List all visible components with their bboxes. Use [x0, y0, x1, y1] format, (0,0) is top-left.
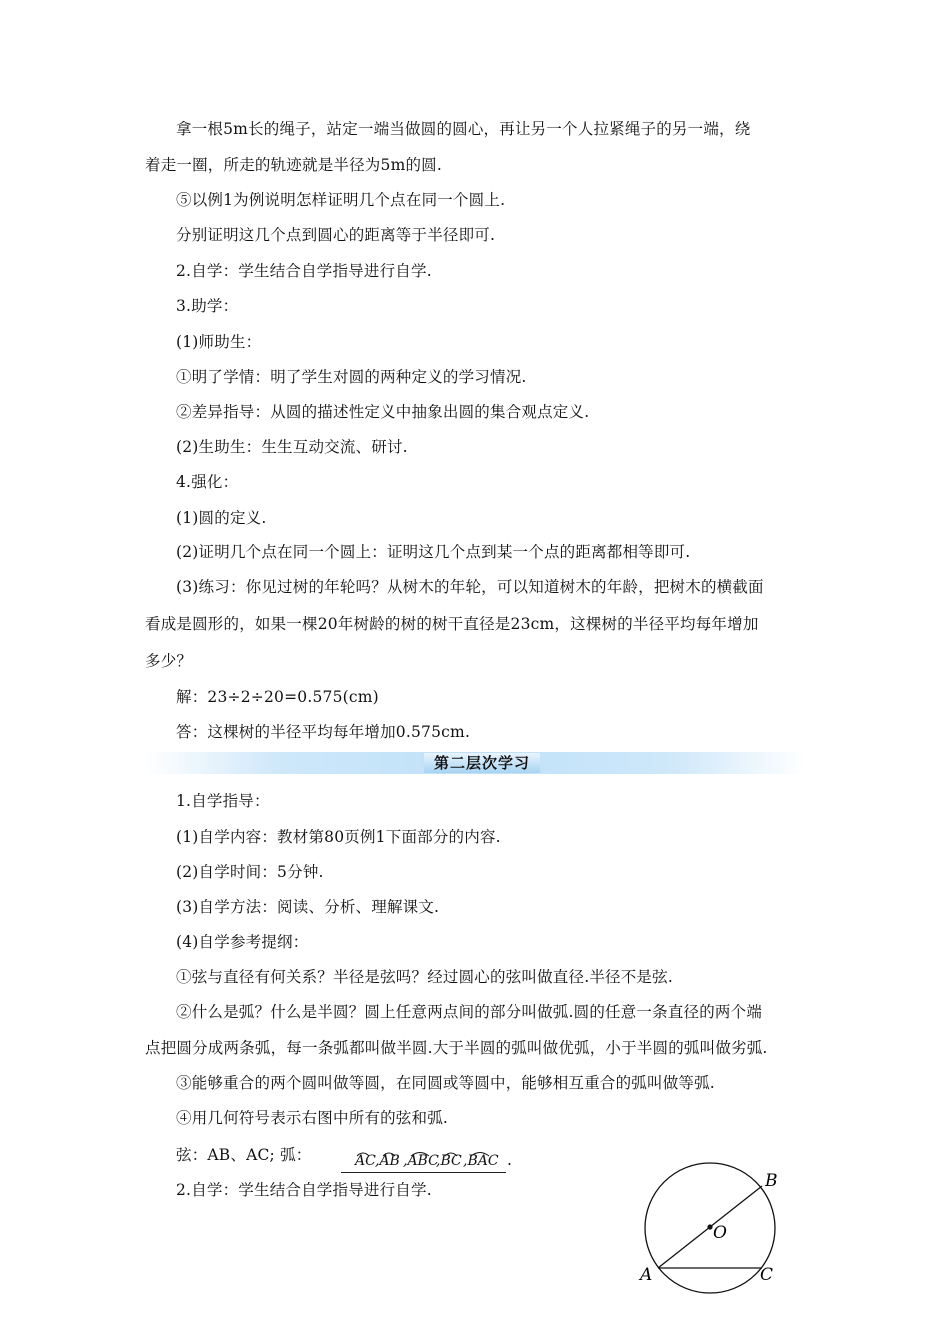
label-b: B — [765, 1171, 778, 1191]
paragraph-line: (1)师助生： — [176, 333, 262, 351]
paragraph-line: 点把圆分成两条弧，每一条弧都叫做半圆.大于半圆的弧叫做优弧，小于半圆的弧叫做劣弧. — [145, 1039, 768, 1057]
paragraph-line: (1)自学内容：教材第80页例1下面部分的内容. — [176, 828, 501, 846]
paragraph-line: ①明了学情：明了学生对圆的两种定义的学习情况. — [176, 368, 527, 386]
label-o: O — [713, 1223, 727, 1243]
paragraph-line: 多少？ — [145, 652, 193, 670]
paragraph-line: ⑤以例1为例说明怎样证明几个点在同一个圆上. — [176, 191, 506, 209]
arc-item: AC — [355, 1153, 376, 1169]
paragraph-line: ②什么是弧？什么是半圆？圆上任意两点间的部分叫做弧.圆的任意一条直径的两个端 — [176, 1003, 763, 1021]
paragraph-line: 1.自学指导： — [176, 792, 270, 810]
paragraph-line: (3)练习：你见过树的年轮吗？从树木的年轮，可以知道树木的年龄，把树木的横截面 — [176, 578, 764, 596]
paragraph-line: 2.自学：学生结合自学指导进行自学. — [176, 262, 432, 280]
paragraph-line: (3)自学方法：阅读、分析、理解课文. — [176, 898, 440, 916]
arc-end-punct: . — [507, 1151, 513, 1169]
center-point — [707, 1224, 712, 1229]
paragraph-line: ③能够重合的两个圆叫做等圆，在同圆或等圆中，能够相互重合的弧叫做等弧. — [176, 1074, 715, 1092]
arc-item: ,AB — [375, 1153, 400, 1169]
paragraph-line: (2)证明几个点在同一个圆上：证明这几个点到某一个点的距离都相等即可. — [176, 543, 691, 561]
paragraph-line: 拿一根5m长的绳子，站定一端当做圆的圆心，再让另一个人拉紧绳子的另一端，绕 — [176, 120, 751, 138]
arc-answer — [341, 1148, 506, 1173]
label-a: A — [640, 1265, 653, 1285]
section-banner-title: 第二层次学习 — [424, 753, 540, 773]
paragraph-line: 弦：AB、AC; 弧： — [176, 1146, 312, 1164]
paragraph-line: 4.强化： — [176, 473, 239, 491]
paragraph-line: 3.助学： — [176, 297, 239, 315]
paragraph-line: 解：23÷2÷20=0.575(cm) — [176, 688, 379, 706]
paragraph-line: (1)圆的定义. — [176, 509, 267, 527]
paragraph-line: ②差异指导：从圆的描述性定义中抽象出圆的集合观点定义. — [176, 403, 590, 421]
circle-figure — [634, 1158, 794, 1298]
paragraph-line: (4)自学参考提纲： — [176, 933, 309, 951]
paragraph-line: 答：这棵树的半径平均每年增加0.575cm. — [176, 723, 471, 741]
paragraph-line: 2.自学：学生结合自学指导进行自学. — [176, 1181, 432, 1199]
arc-item: ,ABC — [403, 1153, 439, 1169]
paragraph-line: ④用几何符号表示右图中所有的弦和弧. — [176, 1109, 449, 1127]
section-banner — [145, 752, 805, 774]
paragraph-line: ①弦与直径有何关系？半径是弦吗？经过圆心的弦叫做直径.半径不是弦. — [176, 968, 673, 986]
paragraph-line: 分别证明这几个点到圆心的距离等于半径即可. — [176, 226, 496, 244]
paragraph-line: 着走一圈，所走的轨迹就是半径为5m的圆. — [145, 156, 442, 174]
paragraph-line: (2)生助生：生生互动交流、研讨. — [176, 438, 408, 456]
arc-item: ,BAC — [463, 1153, 499, 1169]
arc-item: ,BC — [436, 1153, 462, 1169]
label-c: C — [760, 1265, 774, 1285]
paragraph-line: (2)自学时间：5分钟. — [176, 863, 324, 881]
paragraph-line: 看成是圆形的，如果一棵20年树龄的树的树干直径是23cm，这棵树的半径平均每年增加 — [145, 615, 759, 633]
